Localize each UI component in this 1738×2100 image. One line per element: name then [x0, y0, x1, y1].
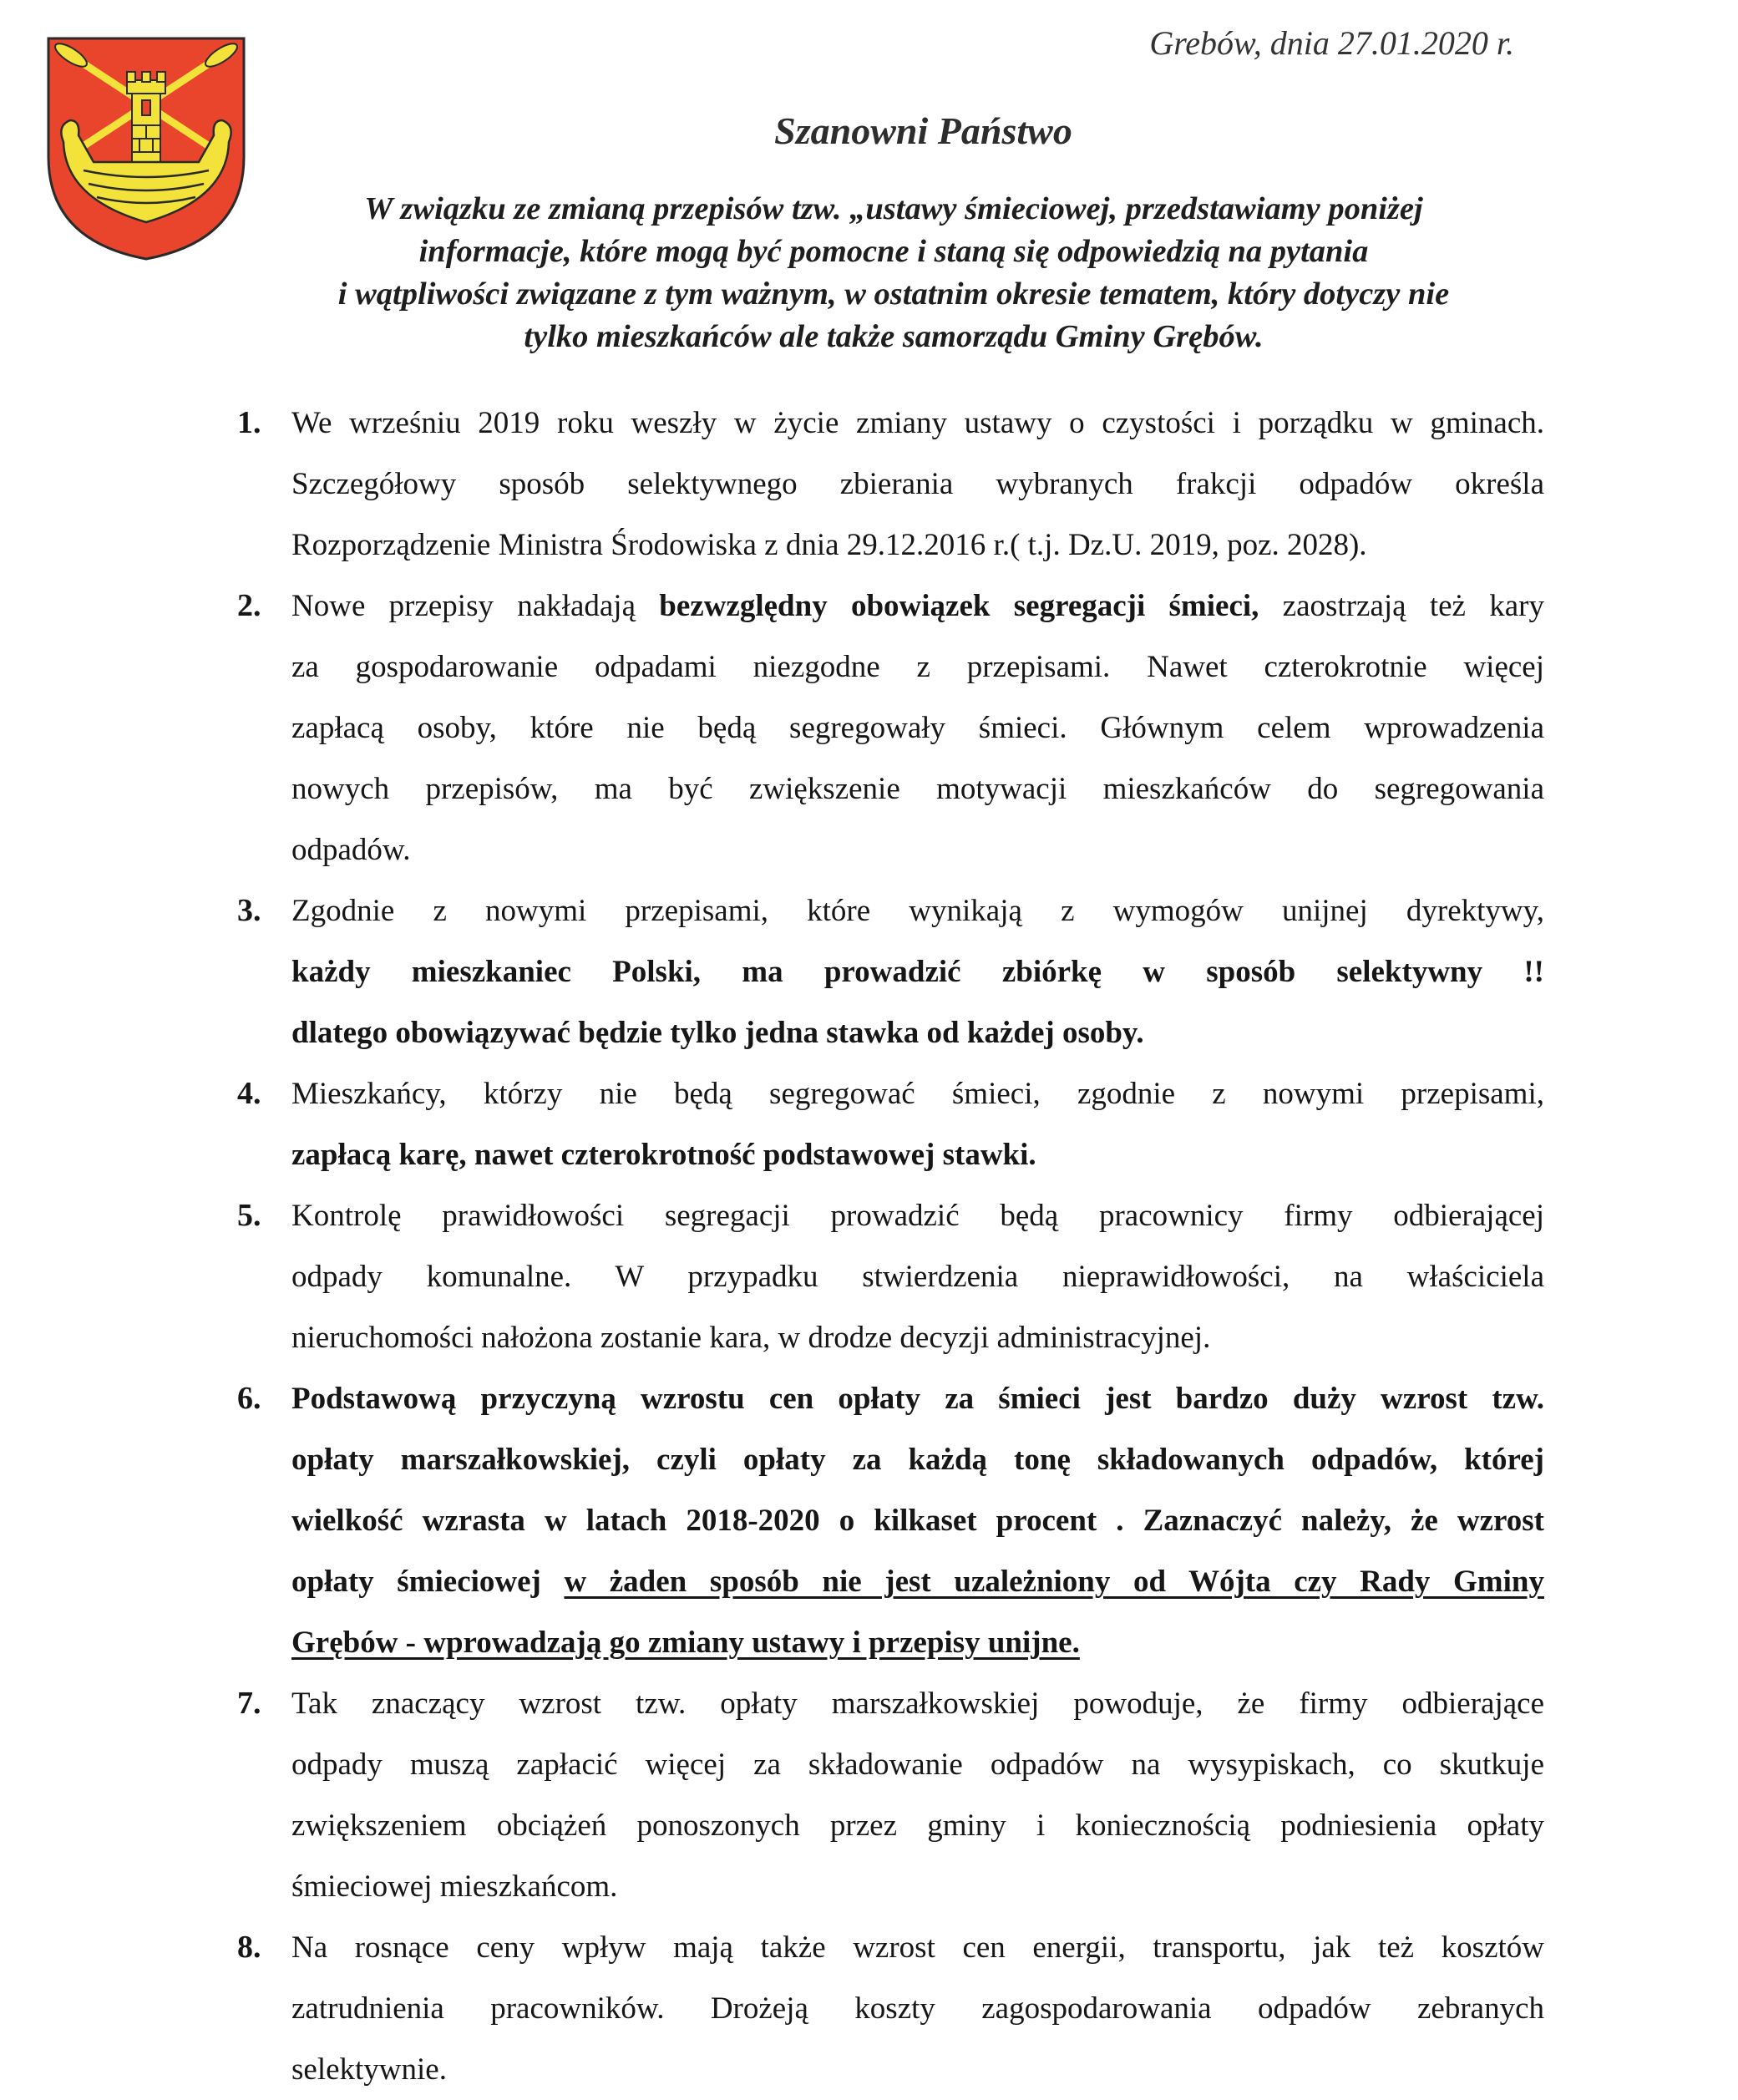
text-segment: zatrudnienia pracowników. Drożeją koszty zagospodarowania odpadów zebranych	[291, 1991, 1544, 2026]
text-line	[291, 637, 1544, 697]
text-line	[291, 1002, 1544, 1063]
text-line	[291, 1795, 1544, 1856]
bold-text: Podstawową przyczyną wzrostu cen opłaty za śmieci jest bardzo duży wzrost tzw.	[291, 1382, 1544, 1416]
text-segment: We wrześniu 2019 roku weszły w życie zmiany ustawy o czystości i porządku w gminach.	[291, 406, 1544, 440]
intro-line: W związku ze zmianą przepisów tzw. „ustawy śmieciowej, przedstawiamy poniżej	[364, 191, 1423, 226]
text-line	[291, 2039, 1544, 2100]
list-item-text	[291, 1063, 1544, 1185]
text-segment: za gospodarowanie odpadami niezgodne z przepisami. Nawet czterokrotnie więcej	[291, 650, 1544, 684]
list-item-number: 8.	[237, 1930, 261, 1965]
text-segment: Zgodnie z nowymi przepisami, które wynikają z wymogów unijnej dyrektywy,	[291, 894, 1544, 928]
text-line	[291, 880, 1544, 941]
text-segment: zaostrzają też kary	[1259, 589, 1544, 623]
intro-line: i wątpliwości związane z tym ważnym, w ostatnim okresie tematem, który dotyczy nie	[337, 276, 1450, 312]
text-segment: Mieszkańcy, którzy nie będą segregować śmieci, zgodnie z nowymi przepisami,	[291, 1077, 1544, 1111]
text-line	[291, 697, 1544, 758]
text-line	[291, 941, 1544, 1002]
list-item-text	[291, 1185, 1544, 1368]
text-line	[291, 1124, 1544, 1185]
text-line	[291, 1734, 1544, 1795]
text-segment: Tak znaczący wzrost tzw. opłaty marszałkowskiej powoduje, że firmy odbierające	[291, 1687, 1544, 1721]
greeting-heading: Szanowni Państwo	[774, 109, 1072, 152]
bold-text: każdy mieszkaniec Polski, ma prowadzić zbiórkę w sposób selektywny !!	[291, 955, 1544, 989]
text-line	[291, 1490, 1544, 1551]
text-segment: Na rosnące ceny wpływ mają także wzrost cen energii, transportu, jak też kosztów	[291, 1930, 1544, 1965]
underlined-text: Grębów - wprowadzają go zmiany ustawy i przepisy unijne.	[291, 1626, 1080, 1660]
text-segment: odpadów.	[291, 833, 411, 867]
text-segment: nieruchomości nałożona zostanie kara, w drodze decyzji administracyjnej.	[291, 1321, 1211, 1355]
bold-text: opłaty marszałkowskiej, czyli opłaty za każdą tonę składowanych odpadów, której	[291, 1443, 1544, 1477]
bold-text: opłaty śmieciowej	[291, 1565, 565, 1599]
bold-text: bezwzględny obowiązek segregacji śmieci,	[659, 589, 1259, 623]
list-item-text	[291, 1673, 1544, 1917]
text-segment: zwiększeniem obciążeń ponoszonych przez gminy i koniecznością podniesienia opłaty	[291, 1808, 1544, 1843]
text-line	[291, 1673, 1544, 1734]
intro-line: informacje, które mogą być pomocne i staną się odpowiedzią na pytania	[418, 234, 1369, 269]
text-line	[291, 1429, 1544, 1490]
text-segment: zapłacą osoby, które nie będą segregowały śmieci. Głównym celem wprowadzenia	[291, 711, 1544, 745]
text-line	[291, 515, 1544, 576]
intro-paragraph	[217, 188, 1570, 358]
text-segment: selektywnie.	[291, 2052, 447, 2087]
text-segment: Kontrolę prawidłowości segregacji prowadzić będą pracownicy firmy odbierającej	[291, 1199, 1544, 1233]
text-line	[291, 819, 1544, 880]
text-segment: nowych przepisów, ma być zwiększenie motywacji mieszkańców do segregowania	[291, 772, 1544, 806]
text-segment: odpady komunalne. W przypadku stwierdzenia nieprawidłowości, na właściciela	[291, 1260, 1544, 1294]
list-item-number: 3.	[237, 893, 261, 928]
text-line	[291, 758, 1544, 819]
text-segment: odpady muszą zapłacić więcej za składowanie odpadów na wysypiskach, co skutkuje	[291, 1747, 1544, 1782]
text-segment: Nowe przepisy nakładają	[291, 589, 660, 623]
text-line	[291, 1307, 1544, 1368]
bold-text: wielkość wzrasta w latach 2018-2020 o kilkaset procent . Zaznaczyć należy, że wzrost	[291, 1504, 1544, 1538]
text-line	[291, 1246, 1544, 1307]
text-segment: Szczegółowy sposób selektywnego zbierania wybranych frakcji odpadów określa	[291, 467, 1544, 501]
list-item-text	[291, 880, 1544, 1063]
list-item-number: 4.	[237, 1076, 261, 1111]
list-item-number: 5.	[237, 1198, 261, 1233]
text-line	[291, 1551, 1544, 1612]
list-item-text	[291, 1917, 1544, 2100]
bold-text: dlatego obowiązywać będzie tylko jedna stawka od każdej osoby.	[291, 1016, 1144, 1050]
list-item-text	[291, 393, 1544, 576]
text-segment: śmieciowej mieszkańcom.	[291, 1869, 618, 1904]
text-line	[291, 1063, 1544, 1124]
bold-text: zapłacą karę, nawet czterokrotność podstawowej stawki.	[291, 1138, 1036, 1172]
text-line	[291, 1917, 1544, 1978]
list-item-number: 2.	[237, 588, 261, 623]
text-line	[291, 1185, 1544, 1246]
underlined-text: w żaden sposób nie jest uzależniony od Wójta czy Rady Gminy	[564, 1565, 1544, 1599]
document-date: Grebów, dnia 27.01.2020 r.	[1149, 24, 1514, 62]
list-item-text	[291, 576, 1544, 880]
list-item-text	[291, 1368, 1544, 1673]
intro-line: tylko mieszkańców ale także samorządu Gminy Grębów.	[524, 319, 1264, 354]
text-line	[291, 454, 1544, 515]
text-line	[291, 1368, 1544, 1429]
text-line	[291, 576, 1544, 637]
text-line	[291, 393, 1544, 454]
list-item-number: 7.	[237, 1686, 261, 1721]
list-item-number: 1.	[237, 405, 261, 440]
text-line	[291, 1612, 1544, 1673]
text-segment: Rozporządzenie Ministra Środowiska z dnia 29.12.2016 r.( t.j. Dz.U. 2019, poz. 2028).	[291, 528, 1367, 562]
text-line	[291, 1856, 1544, 1917]
text-line	[291, 1978, 1544, 2039]
list-item-number: 6.	[237, 1381, 261, 1416]
